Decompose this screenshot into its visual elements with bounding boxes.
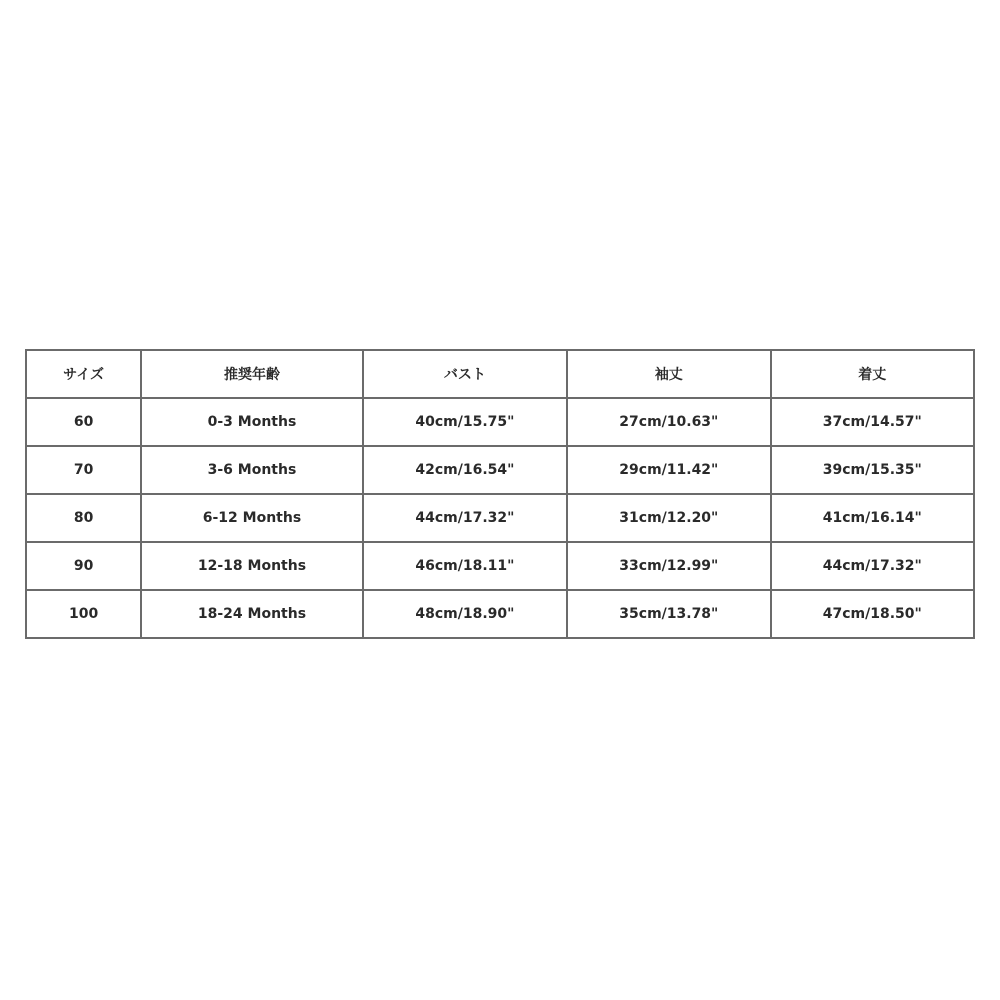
cell-age: 0-3 Months — [141, 398, 362, 446]
table-row — [26, 494, 974, 542]
header-sleeve-length: 袖丈 — [567, 350, 770, 398]
table-row — [26, 446, 974, 494]
cell-bust: 48cm/18.90" — [363, 590, 567, 638]
cell-length: 37cm/14.57" — [771, 398, 974, 446]
cell-sleeve: 35cm/13.78" — [567, 590, 770, 638]
table-row — [26, 542, 974, 590]
size-chart-table — [25, 349, 975, 639]
cell-length: 47cm/18.50" — [771, 590, 974, 638]
header-size: サイズ — [26, 350, 141, 398]
cell-size: 100 — [26, 590, 141, 638]
table-row — [26, 398, 974, 446]
cell-bust: 40cm/15.75" — [363, 398, 567, 446]
cell-length: 39cm/15.35" — [771, 446, 974, 494]
cell-size: 60 — [26, 398, 141, 446]
cell-age: 12-18 Months — [141, 542, 362, 590]
header-recommended-age: 推奨年齢 — [141, 350, 362, 398]
cell-bust: 42cm/16.54" — [363, 446, 567, 494]
cell-size: 80 — [26, 494, 141, 542]
cell-sleeve: 27cm/10.63" — [567, 398, 770, 446]
header-bust: バスト — [363, 350, 567, 398]
cell-sleeve: 29cm/11.42" — [567, 446, 770, 494]
cell-size: 70 — [26, 446, 141, 494]
cell-age: 3-6 Months — [141, 446, 362, 494]
cell-age: 6-12 Months — [141, 494, 362, 542]
cell-sleeve: 33cm/12.99" — [567, 542, 770, 590]
cell-size: 90 — [26, 542, 141, 590]
cell-sleeve: 31cm/12.20" — [567, 494, 770, 542]
cell-bust: 46cm/18.11" — [363, 542, 567, 590]
cell-bust: 44cm/17.32" — [363, 494, 567, 542]
header-body-length: 着丈 — [771, 350, 974, 398]
cell-age: 18-24 Months — [141, 590, 362, 638]
cell-length: 44cm/17.32" — [771, 542, 974, 590]
table-header-row — [26, 350, 974, 398]
table-row — [26, 590, 974, 638]
cell-length: 41cm/16.14" — [771, 494, 974, 542]
